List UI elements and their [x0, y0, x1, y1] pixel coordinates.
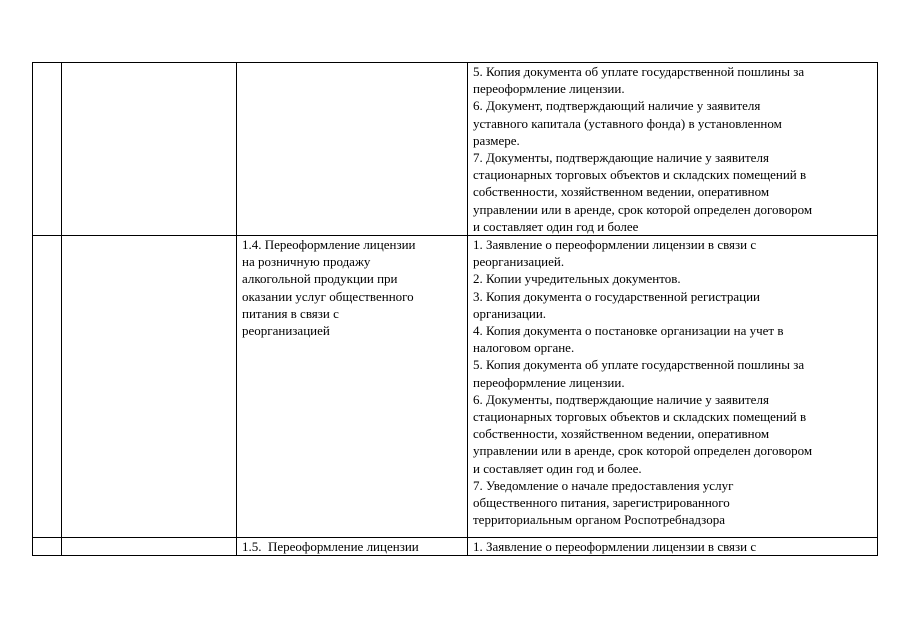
- service-line: оказании услуг общественного: [242, 288, 414, 304]
- document-line: собственности, хозяйственном ведении, оперативном: [473, 426, 770, 442]
- number-cell: [33, 538, 62, 556]
- document-line: переоформление лицензии.: [473, 374, 625, 390]
- document-line: размере.: [473, 132, 520, 148]
- type-cell: [62, 236, 237, 538]
- document-line: 6. Документы, подтверждающие наличие у заявителя: [473, 391, 769, 407]
- service-cell: [237, 538, 468, 556]
- document-line: 6. Документ, подтверждающий наличие у заявителя: [473, 98, 761, 114]
- table-row: [33, 538, 878, 556]
- table-row: [33, 63, 878, 236]
- document-line: 4. Копия документа о постановке организации на учет в: [473, 323, 784, 339]
- number-cell: [33, 236, 62, 538]
- document-line: 1. Заявление о переоформлении лицензии в связи с: [473, 237, 757, 253]
- number-cell: [33, 63, 62, 236]
- document-line: налоговом органе.: [473, 340, 575, 356]
- document-line: реорганизацией.: [473, 254, 565, 270]
- service-line: реорганизацией: [242, 323, 330, 339]
- document-line: и составляет один год и более: [473, 218, 639, 234]
- service-line: питания в связи с: [242, 305, 339, 321]
- document-line: стационарных торговых объектов и складских помещений в: [473, 167, 807, 183]
- document-line: 7. Документы, подтверждающие наличие у заявителя: [473, 150, 769, 166]
- document-line: территориальным органом Роспотребнадзора: [473, 512, 725, 528]
- type-cell: [62, 538, 237, 556]
- document-table: [32, 62, 878, 556]
- service-line: 1.5. Переоформление лицензии: [242, 539, 419, 555]
- document-line: 1. Заявление о переоформлении лицензии в связи с: [473, 539, 757, 555]
- document-line: общественного питания, зарегистрированного: [473, 495, 730, 511]
- document-line: стационарных торговых объектов и складских помещений в: [473, 409, 807, 425]
- document-line: уставного капитала (уставного фонда) в установленном: [473, 115, 782, 131]
- document-line: управлении или в аренде, срок которой определен договором: [473, 443, 813, 459]
- document-line: 5. Копия документа об уплате государственной пошлины за: [473, 64, 805, 79]
- service-line: алкогольной продукции при: [242, 271, 398, 287]
- document-line: переоформление лицензии.: [473, 81, 625, 97]
- document-line: 5. Копия документа об уплате государственной пошлины за: [473, 357, 805, 373]
- document-line: 2. Копии учредительных документов.: [473, 271, 681, 287]
- document-line: 7. Уведомление о начале предоставления услуг: [473, 477, 734, 493]
- table-row: [33, 236, 878, 538]
- service-cell: [237, 63, 468, 236]
- document-line: и составляет один год и более.: [473, 460, 642, 476]
- documents-cell: [468, 538, 878, 556]
- document-line: 3. Копия документа о государственной регистрации: [473, 288, 761, 304]
- service-line: 1.4. Переоформление лицензии: [242, 237, 416, 253]
- document-line: собственности, хозяйственном ведении, оперативном: [473, 184, 770, 200]
- service-line: на розничную продажу: [242, 254, 371, 270]
- document-line: организации.: [473, 305, 547, 321]
- service-cell: [237, 236, 468, 538]
- type-cell: [62, 63, 237, 236]
- documents-cell: [468, 236, 878, 538]
- document-line: управлении или в аренде, срок которой определен договором: [473, 201, 813, 217]
- documents-cell: [468, 63, 878, 236]
